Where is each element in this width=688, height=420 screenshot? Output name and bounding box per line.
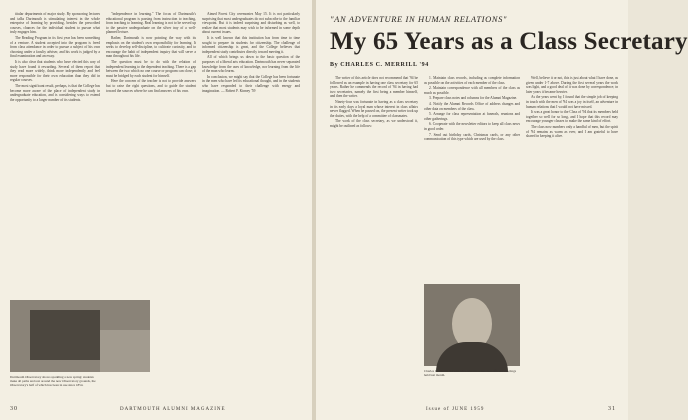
paragraph: "independence in learning." The focus of Dartmouth's educational program is passing from instruction to teaching, from teaching to learning. Real learning is not to be served up to the passive undergraduate on the silver tray of a well-planned lecture. xyxy=(106,12,196,35)
list-item: 5. Arrange for class representation at funerals, reunions and other gatherings. xyxy=(424,112,520,121)
photo-building xyxy=(30,310,100,360)
article-kicker: "AN ADVENTURE IN HUMAN RELATIONS" xyxy=(330,14,508,24)
right-column-1 xyxy=(330,76,418,406)
portrait-caption: Charles C. Merrill '94 with Mrs. Merrill at the class officers' meetings held last month. xyxy=(424,369,517,378)
author-portrait-photo xyxy=(424,284,520,366)
paragraph: All of which brings us down to the basic question of the purposes of a liberal arts education. Dartmouth has never separated knowledge from the uses of knowledge, nor learning from the life of the man who learns. xyxy=(202,55,300,74)
left-page xyxy=(0,0,312,420)
left-column-3 xyxy=(202,12,300,404)
portrait-suit xyxy=(436,342,508,372)
article-byline: By CHARLES C. MERRILL '94 xyxy=(330,62,429,68)
paragraph: The class now numbers only a handful of men, but the spirit of '94 remains as warm as ever, and I am grateful to have shared in keeping it alive. xyxy=(526,124,618,139)
observatory-photo xyxy=(10,300,100,372)
paragraph: Aimed Forest City ceremonies May 15. It is not particularly surprising that most undergraduates do not subscribe to the familiar viewpoint. But it is indeed surprising and disturbing as well, to realize that most students may wish to be informed in some depth about current issues. xyxy=(202,12,300,35)
paragraph: In conclusion, we might say that the College has been fortunate in the men who have led its educational thought, and in the students who have responded to their challenge with energy and imagination. — Robert F. Kinney '59 xyxy=(202,74,300,93)
paragraph: The question must be to do with the relation of independent learning to the dependent teaching. There is a gap between the two which no one course or program can close; it must be bridged by each student for himself. xyxy=(106,59,196,78)
secretary-duties-list xyxy=(424,76,520,142)
list-item: 3. Prepare class notes and columns for the Alumni Magazine. xyxy=(429,96,518,101)
paragraph: As the years went by, I found that the simple job of keeping in touch with the men of '94 was a joy in itself, an adventure in human relations that I would not have missed. xyxy=(526,95,618,109)
right-column-2 xyxy=(424,76,520,280)
left-column-1 xyxy=(10,12,100,296)
paragraph: It is also clear that students who have elected this way of study have found it rewarding. Several of them report that they read more widely, think more independently and feel more responsible for their own education than they did in regular courses. xyxy=(10,59,100,83)
photo-foreground xyxy=(100,330,150,372)
right-footer-title: Issue of JUNE 1959 xyxy=(426,407,485,412)
paragraph: The writer of this article does not recommend that '94 be followed as an example in having one class secretary for 65 years. Rather he commends the record of '94 in having had two secretaries, namely the first being a member himself, and then the writer. xyxy=(330,76,418,99)
paragraph: The work of the class secretary, as we understood it, might be outlined as follows: xyxy=(330,119,418,128)
paragraph: The most significant result, perhaps, is that the College has become more aware of the place of independent study in undergraduate education, and is considering ways to extend the opportunity to a larger number of its students. xyxy=(10,83,100,102)
paragraph: Rather, Dartmouth is now pointing the way with its emphasis on the student's own responsibility for learning. It seeks to develop self-discipline, to cultivate curiosity, and to encourage the habit of independent inquiry that will serve a man throughout his life. xyxy=(106,35,196,59)
list-item: 1. Maintain class records, including as complete information as possible on the activities of each member of the class. xyxy=(424,76,520,85)
left-footer-title: DARTMOUTH ALUMNI MAGAZINE xyxy=(120,407,226,412)
paragraph: It was a great honor to the Class of '94 that its members held together so well for so long, and I hope that this record may encourage younger classes to make the same kind of effort. xyxy=(526,110,618,124)
paragraph: The Reading Program in its first year has been something of a venture. A student accepted into the program is freed from class attendance in order to pursue a subject of his own choosing under a faculty adviser, and his work is judged by a final examination and an essay. xyxy=(10,35,100,59)
right-page-number: 31 xyxy=(608,406,616,412)
paragraph: Ninety-four was fortunate in having as a class secretary in its early days a loyal man whose interest in class affairs never flagged. When he passed on, the present writer took up the duties, with the help of a committee of classmates. xyxy=(330,99,418,118)
list-item: 6. Cooperate with the newsletter editors to keep all class news in good order. xyxy=(424,122,520,131)
list-item: 7. Send out birthday cards, Christmas cards, or any other communication of this type which are used by the class. xyxy=(424,132,520,142)
right-page xyxy=(316,0,688,420)
list-item: 2. Maintain correspondence with all members of the class as much as possible. xyxy=(424,86,520,95)
paragraph: It is well known that this institution has from time to time sought to prepare its students for citizenship. The challenge of informed citizenship is great, and the College believes that independent study contributes directly toward meeting it. xyxy=(202,35,300,54)
left-page-number: 30 xyxy=(10,406,18,412)
paragraph: Well, believe it or not, this is just about what I have done, as given under 1-7 above. During the first several years the work was light, and a good deal of it was done by correspondence; in later years it became heavier. xyxy=(526,76,618,94)
photo-caption: Dartmouth Observatory shows sparkling a new spring: students make all paths and rest around the new Observatory grounds, the Observatory's half of which has been in use since 1854. xyxy=(10,375,96,388)
list-item: 4. Notify the Alumni Records Office of address changes and other data on members of the class. xyxy=(424,101,520,111)
paragraph: Here the concern of the teacher is not to provide answers but to raise the right questions, and to guide the student toward the sources where he can find answers of his own. xyxy=(106,79,196,93)
article-headline: My 65 Years as a Class Secretary xyxy=(330,28,688,55)
right-column-3 xyxy=(526,76,618,406)
paragraph: titular departments of major study. By sponsoring lectures and talks Dartmouth is stimulating interest in the whole enterprise of learning by providing, besides the prescribed courses, chances for the individual student to pursue what truly engages him. xyxy=(10,12,100,35)
